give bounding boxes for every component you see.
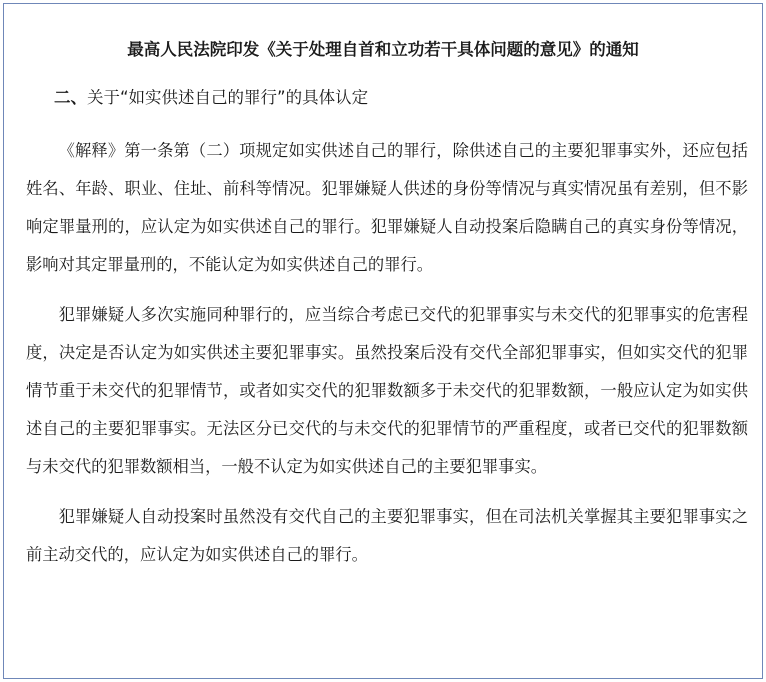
document-body	[26, 132, 748, 574]
paragraph-1: 《解释》第一条第（二）项规定如实供述自己的罪行，除供述自己的主要犯罪事实外，还应包括姓名、年龄、职业、住址、前科等情况。犯罪嫌疑人供述的身份等情况与真实情况虽有差别，但不影响定罪量刑的，应认定为如实供述自己的罪行。犯罪嫌疑人自动投案后隐瞒自己的真实身份等情况，影响对其定罪量刑的，不能认定为如实供述自己的罪行。	[26, 141, 748, 274]
section-title: 关于“如实供述自己的罪行”的具体认定	[87, 88, 369, 107]
section-number: 二、	[54, 88, 87, 107]
document-title: 最高人民法院印发《关于处理自首和立功若干具体问题的意见》的通知	[127, 40, 639, 59]
paragraph-3: 犯罪嫌疑人自动投案时虽然没有交代自己的主要犯罪事实，但在司法机关掌握其主要犯罪事实之前主动交代的，应认定为如实供述自己的罪行。	[26, 507, 748, 564]
paragraph-2: 犯罪嫌疑人多次实施同种罪行的，应当综合考虑已交代的犯罪事实与未交代的犯罪事实的危害程度，决定是否认定为如实供述主要犯罪事实。虽然投案后没有交代全部犯罪事实，但如实交代的犯罪情节重于未交代的犯罪情节，或者如实交代的犯罪数额多于未交代的犯罪数额，一般应认定为如实供述自己的主要犯罪事实。无法区分已交代的与未交代的犯罪情节的严重程度，或者已交代的犯罪数额与未交代的犯罪数额相当，一般不认定为如实供述自己的主要犯罪事实。	[26, 305, 748, 476]
document-frame	[3, 3, 763, 679]
section-heading	[54, 88, 368, 108]
